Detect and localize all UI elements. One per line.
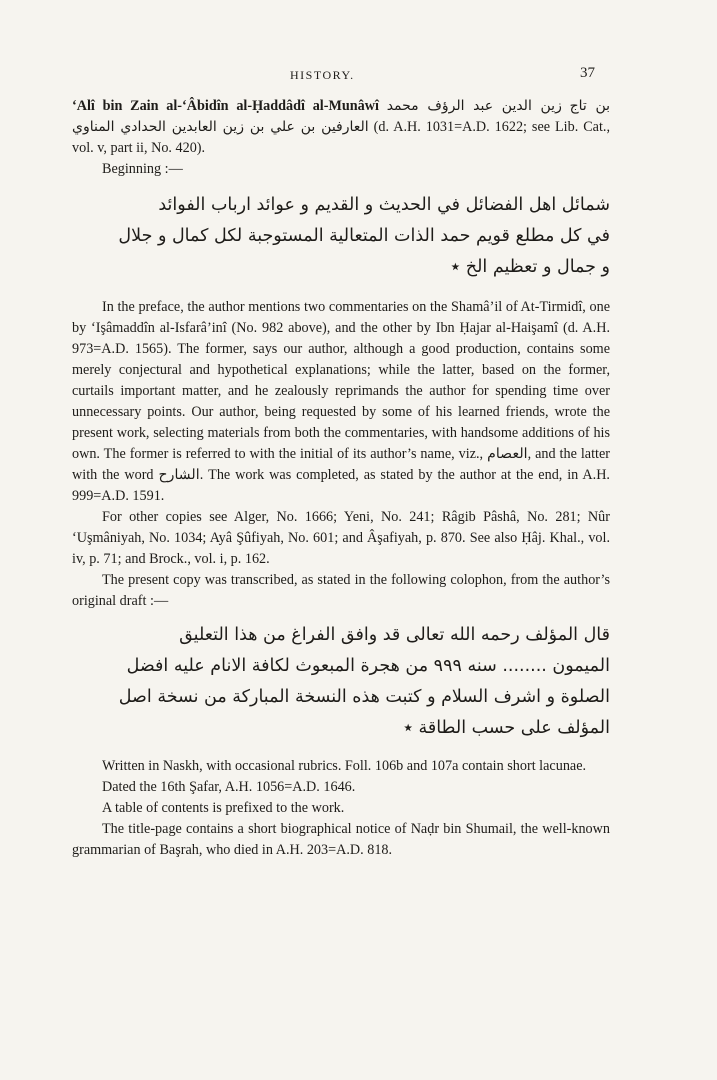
date-paragraph: Dated the 16th Şafar, A.H. 1056=A.D. 1646. <box>102 779 356 795</box>
running-head <box>0 65 717 88</box>
running-title: HISTORY. <box>290 68 355 82</box>
colophon-arabic <box>72 620 610 744</box>
incipit-line: شمائل اهل الفضائل في الحديث و القديم و عوائد ارباب الفوائد <box>158 195 610 215</box>
script-description: Written in Naskh, with occasional rubrics. Foll. 106b and 107a contain short lacunae. <box>102 758 587 774</box>
title-page-note: The title-page contains a short biographical notice of Naḍr bin Shumail, the well-known grammarian of Başrah, who died in A.H. 203=A.D. 818. <box>72 821 610 858</box>
entry-heading <box>72 96 610 159</box>
incipit-line: و جمال و تعظيم الخ ٭ <box>450 257 610 277</box>
colophon-line: المؤلف على حسب الطاقة ٭ <box>403 718 610 738</box>
incipit-line: في كل مطلع قويم حمد الذات المتعالية المستوجبة لكل كمال و جلال <box>118 226 610 246</box>
author-transliteration: ‘Alî bin Zain al-‘Âbidîn al-Ḥaddâdî al-Munâwî <box>72 98 379 114</box>
author-arabic-name-2: بن تاج العارفين بن علي بن زين العابدين الحدادي المناوي <box>72 98 611 135</box>
colophon-line: قال المؤلف رحمه الله تعالى قد وافق الفراغ من هذا التعليق <box>179 625 610 645</box>
author-arabic-name-1: زين الدين عبد الرؤف محمد <box>386 98 562 114</box>
beginning-label: Beginning :— <box>102 161 183 177</box>
page-number: 37 <box>580 65 595 81</box>
incipit-arabic <box>72 190 610 283</box>
transcription-paragraph: The present copy was transcribed, as stated in the following colophon, from the author’s original draft :— <box>72 572 610 609</box>
colophon-line: الصلوة و اشرف السلام و كتبت هذه النسخة المباركة من نسخة اصل <box>118 687 610 707</box>
table-of-contents-note: A table of contents is prefixed to the work. <box>102 800 345 816</box>
other-copies-paragraph: For other copies see Alger, No. 1666; Yeni, No. 241; Râgib Pâshâ, No. 281; Nûr ‘Uşmâniyah, No. 1034; Ayâ Şûfiyah, No. 601; and Âşafiyah, p. 870. See also Ḥâj. Khal., vol. iv, p. 71; and Brock., vol. i, p. 162. <box>72 509 610 567</box>
preface-paragraph: In the preface, the author mentions two commentaries on the Shamâ’il of At-Tirmidî, one by ‘Işâmaddîn al-Isfarâ’inî (No. 982 above), and the other by Ibn Ḥajar al-Haişamî (d. A.H. 973=A.D. 1565). The former, says our author, although a good production, contains some merely conjectural and hypothetical explanations; while the latter, based on the former, curtails important matter, and he zealously reprimands the author for spending time over unnecessary points. Our author, being requested by some of his learned friends, wrote the present work, selecting materials from both the commentaries, with handsome additions of his own. The former is referred to with the initial of its author’s name, viz., العصام, and the latter with the word الشارح. The work was completed, as stated by the author at the end, in A.H. 999=A.D. 1591. <box>72 299 610 504</box>
page-body <box>72 96 610 861</box>
colophon-line: الميمون ........ سنه ٩٩٩ من هجرة المبعوث لكافة الانام عليه افضل <box>126 656 610 676</box>
author-dates-reference: (d. A.H. 1031=A.D. 1622; see Lib. Cat., vol. v, part ii, No. 420). <box>72 119 611 156</box>
